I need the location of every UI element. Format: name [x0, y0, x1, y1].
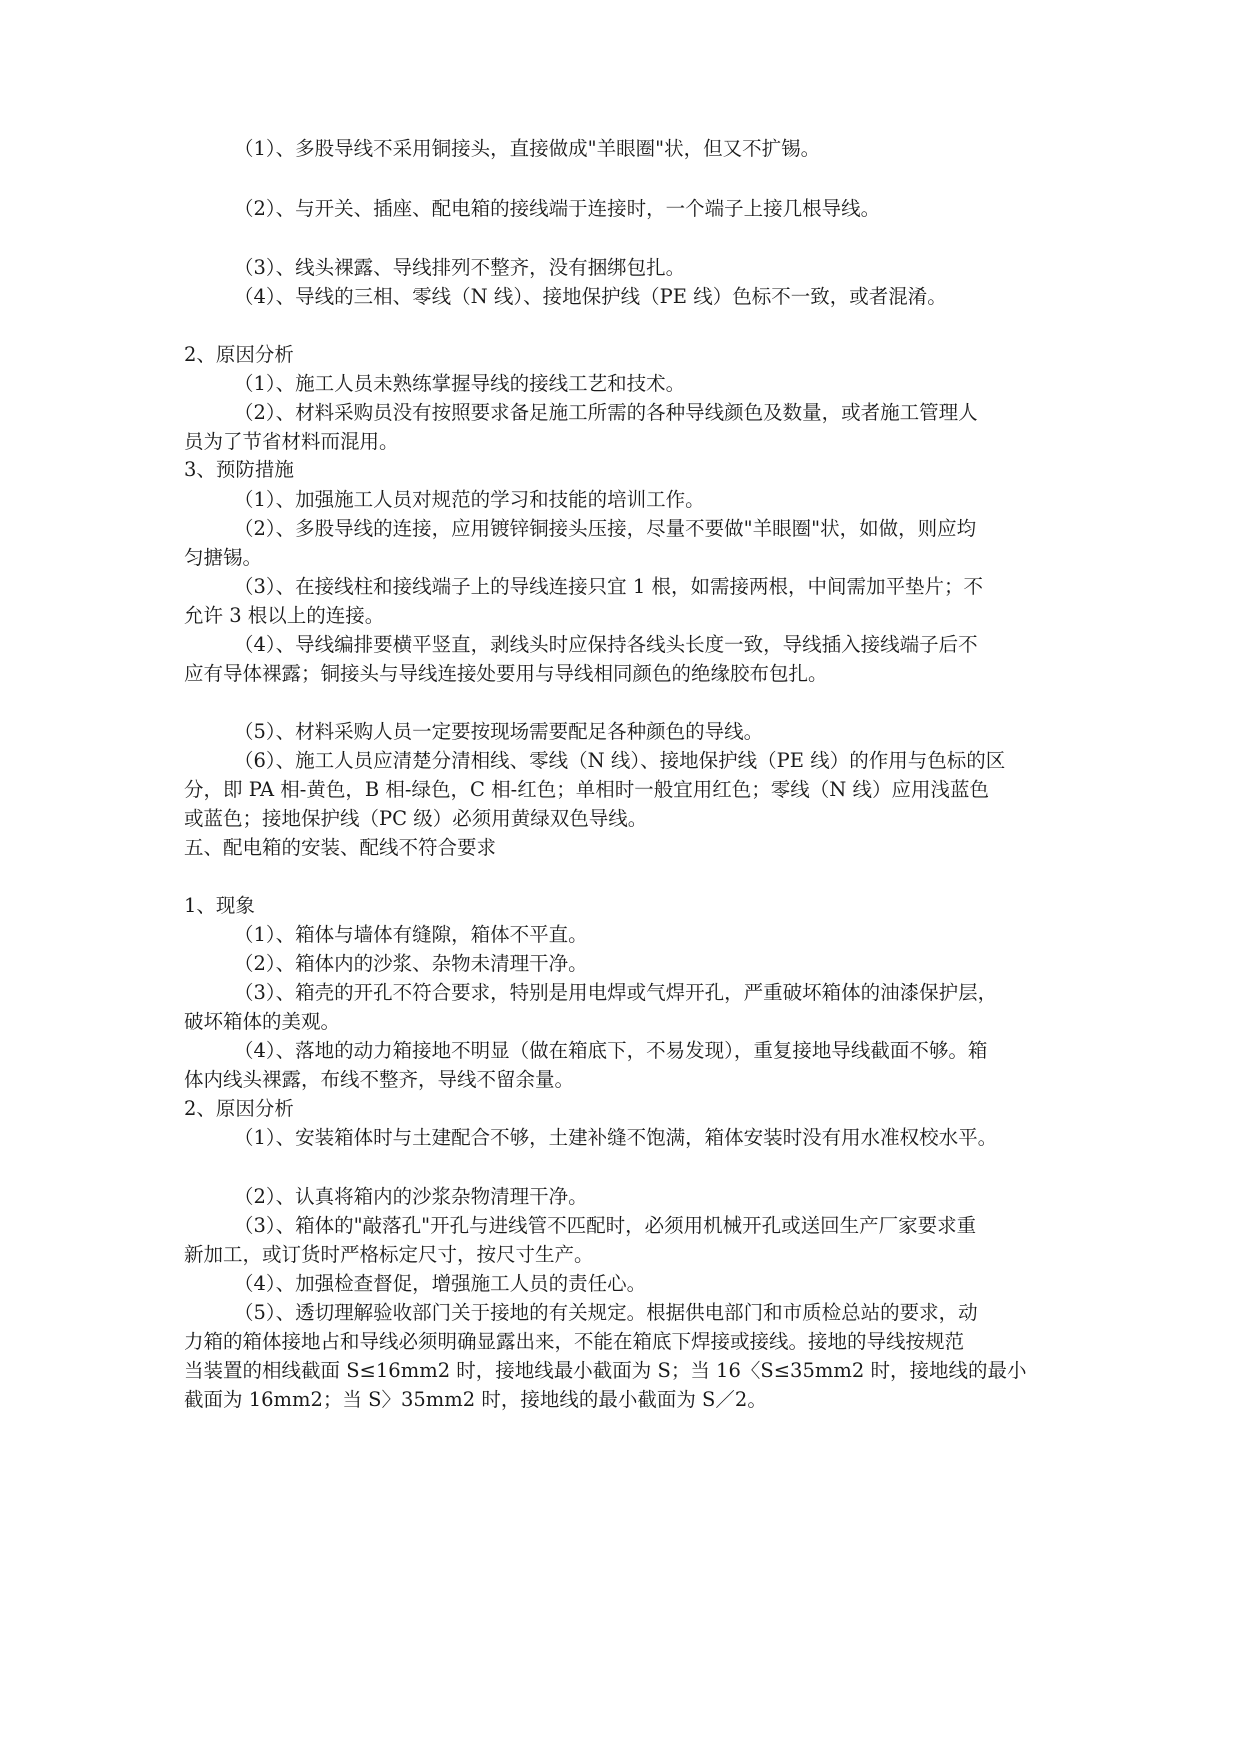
text-line: （3）、箱体的"敲落孔"开孔与进线管不匹配时，必须用机械开孔或送回生产厂家要求重 — [234, 1214, 977, 1237]
text-line: （1）、多股导线不采用铜接头，直接做成"羊眼圈"状，但又不扩锡。 — [234, 137, 821, 160]
section-heading: 2、原因分析 — [184, 1097, 294, 1120]
section-heading: 五、配电箱的安装、配线不符合要求 — [184, 836, 497, 859]
text-line: （2）、箱体内的沙浆、杂物未清理干净。 — [234, 952, 588, 975]
text-line: 员为了节省材料而混用。 — [184, 430, 399, 453]
text-line: （3）、线头裸露、导线排列不整齐，没有捆绑包扎。 — [234, 256, 686, 279]
text-line: 或蓝色；接地保护线（PC 级）必须用黄绿双色导线。 — [184, 807, 648, 830]
text-line: （2）、认真将箱内的沙浆杂物清理干净。 — [234, 1185, 588, 1208]
text-line: （2）、与开关、插座、配电箱的接线端于连接时，一个端子上接几根导线。 — [234, 197, 881, 220]
text-line: （4）、导线的三相、零线（N 线）、接地保护线（PE 线）色标不一致，或者混淆。 — [234, 285, 947, 308]
text-line: （4）、落地的动力箱接地不明显（做在箱底下，不易发现），重复接地导线截面不够。箱 — [234, 1039, 988, 1062]
section-heading: 1、现象 — [184, 894, 255, 917]
text-line: 截面为 16mm2；当 S〉35mm2 时，接地线的最小截面为 S／2。 — [184, 1388, 767, 1411]
text-line: 应有导体裸露；铜接头与导线连接处要用与导线相同颜色的绝缘胶布包扎。 — [184, 662, 828, 685]
text-line: （5）、材料采购人员一定要按现场需要配足各种颜色的导线。 — [234, 720, 764, 743]
section-heading: 2、原因分析 — [184, 343, 294, 366]
text-line: （2）、多股导线的连接，应用镀锌铜接头压接，尽量不要做"羊眼圈"状，如做，则应均 — [234, 517, 977, 540]
text-line: 当装置的相线截面 S≤16mm2 时，接地线最小截面为 S；当 16〈S≤35mm2 时，接地线的最小 — [184, 1359, 1027, 1382]
text-line: （1）、加强施工人员对规范的学习和技能的培训工作。 — [234, 488, 705, 511]
text-line: 允许 3 根以上的连接。 — [184, 604, 385, 627]
section-heading: 3、预防措施 — [184, 458, 294, 481]
text-line: （3）、箱壳的开孔不符合要求，特别是用电焊或气焊开孔，严重破坏箱体的油漆保护层， — [234, 981, 998, 1004]
text-line: 体内线头裸露，布线不整齐，导线不留余量。 — [184, 1068, 575, 1091]
text-line: 分，即 PA 相-黄色，B 相-绿色，C 相-红色；单相时一般宜用红色；零线（N 线）应用浅蓝色 — [184, 778, 989, 801]
text-line: （1）、安装箱体时与土建配合不够，土建补缝不饱满，箱体安装时没有用水准权校水平。 — [234, 1126, 998, 1149]
text-line: （4）、导线编排要横平竖直，剥线头时应保持各线头长度一致，导线插入接线端子后不 — [234, 633, 978, 656]
text-line: （2）、材料采购员没有按照要求备足施工所需的各种导线颜色及数量，或者施工管理人 — [234, 401, 978, 424]
text-line: （3）、在接线柱和接线端子上的导线连接只宜 1 根，如需接两根，中间需加平垫片；不 — [234, 575, 983, 598]
text-line: 匀搪锡。 — [184, 546, 263, 569]
text-line: （1）、施工人员未熟练掌握导线的接线工艺和技术。 — [234, 372, 686, 395]
text-line: （4）、加强检查督促，增强施工人员的责任心。 — [234, 1272, 647, 1295]
text-line: 力箱的箱体接地占和导线必须明确显露出来，不能在箱底下焊接或接线。接地的导线按规范 — [184, 1330, 965, 1353]
text-line: （1）、箱体与墙体有缝隙，箱体不平直。 — [234, 923, 588, 946]
text-line: （5）、透切理解验收部门关于接地的有关规定。根据供电部门和市质检总站的要求，动 — [234, 1301, 978, 1324]
text-line: （6）、施工人员应清楚分清相线、零线（N 线）、接地保护线（PE 线）的作用与色标的区 — [234, 749, 1006, 772]
text-line: 破坏箱体的美观。 — [184, 1010, 341, 1033]
text-line: 新加工，或订货时严格标定尺寸，按尺寸生产。 — [184, 1243, 594, 1266]
